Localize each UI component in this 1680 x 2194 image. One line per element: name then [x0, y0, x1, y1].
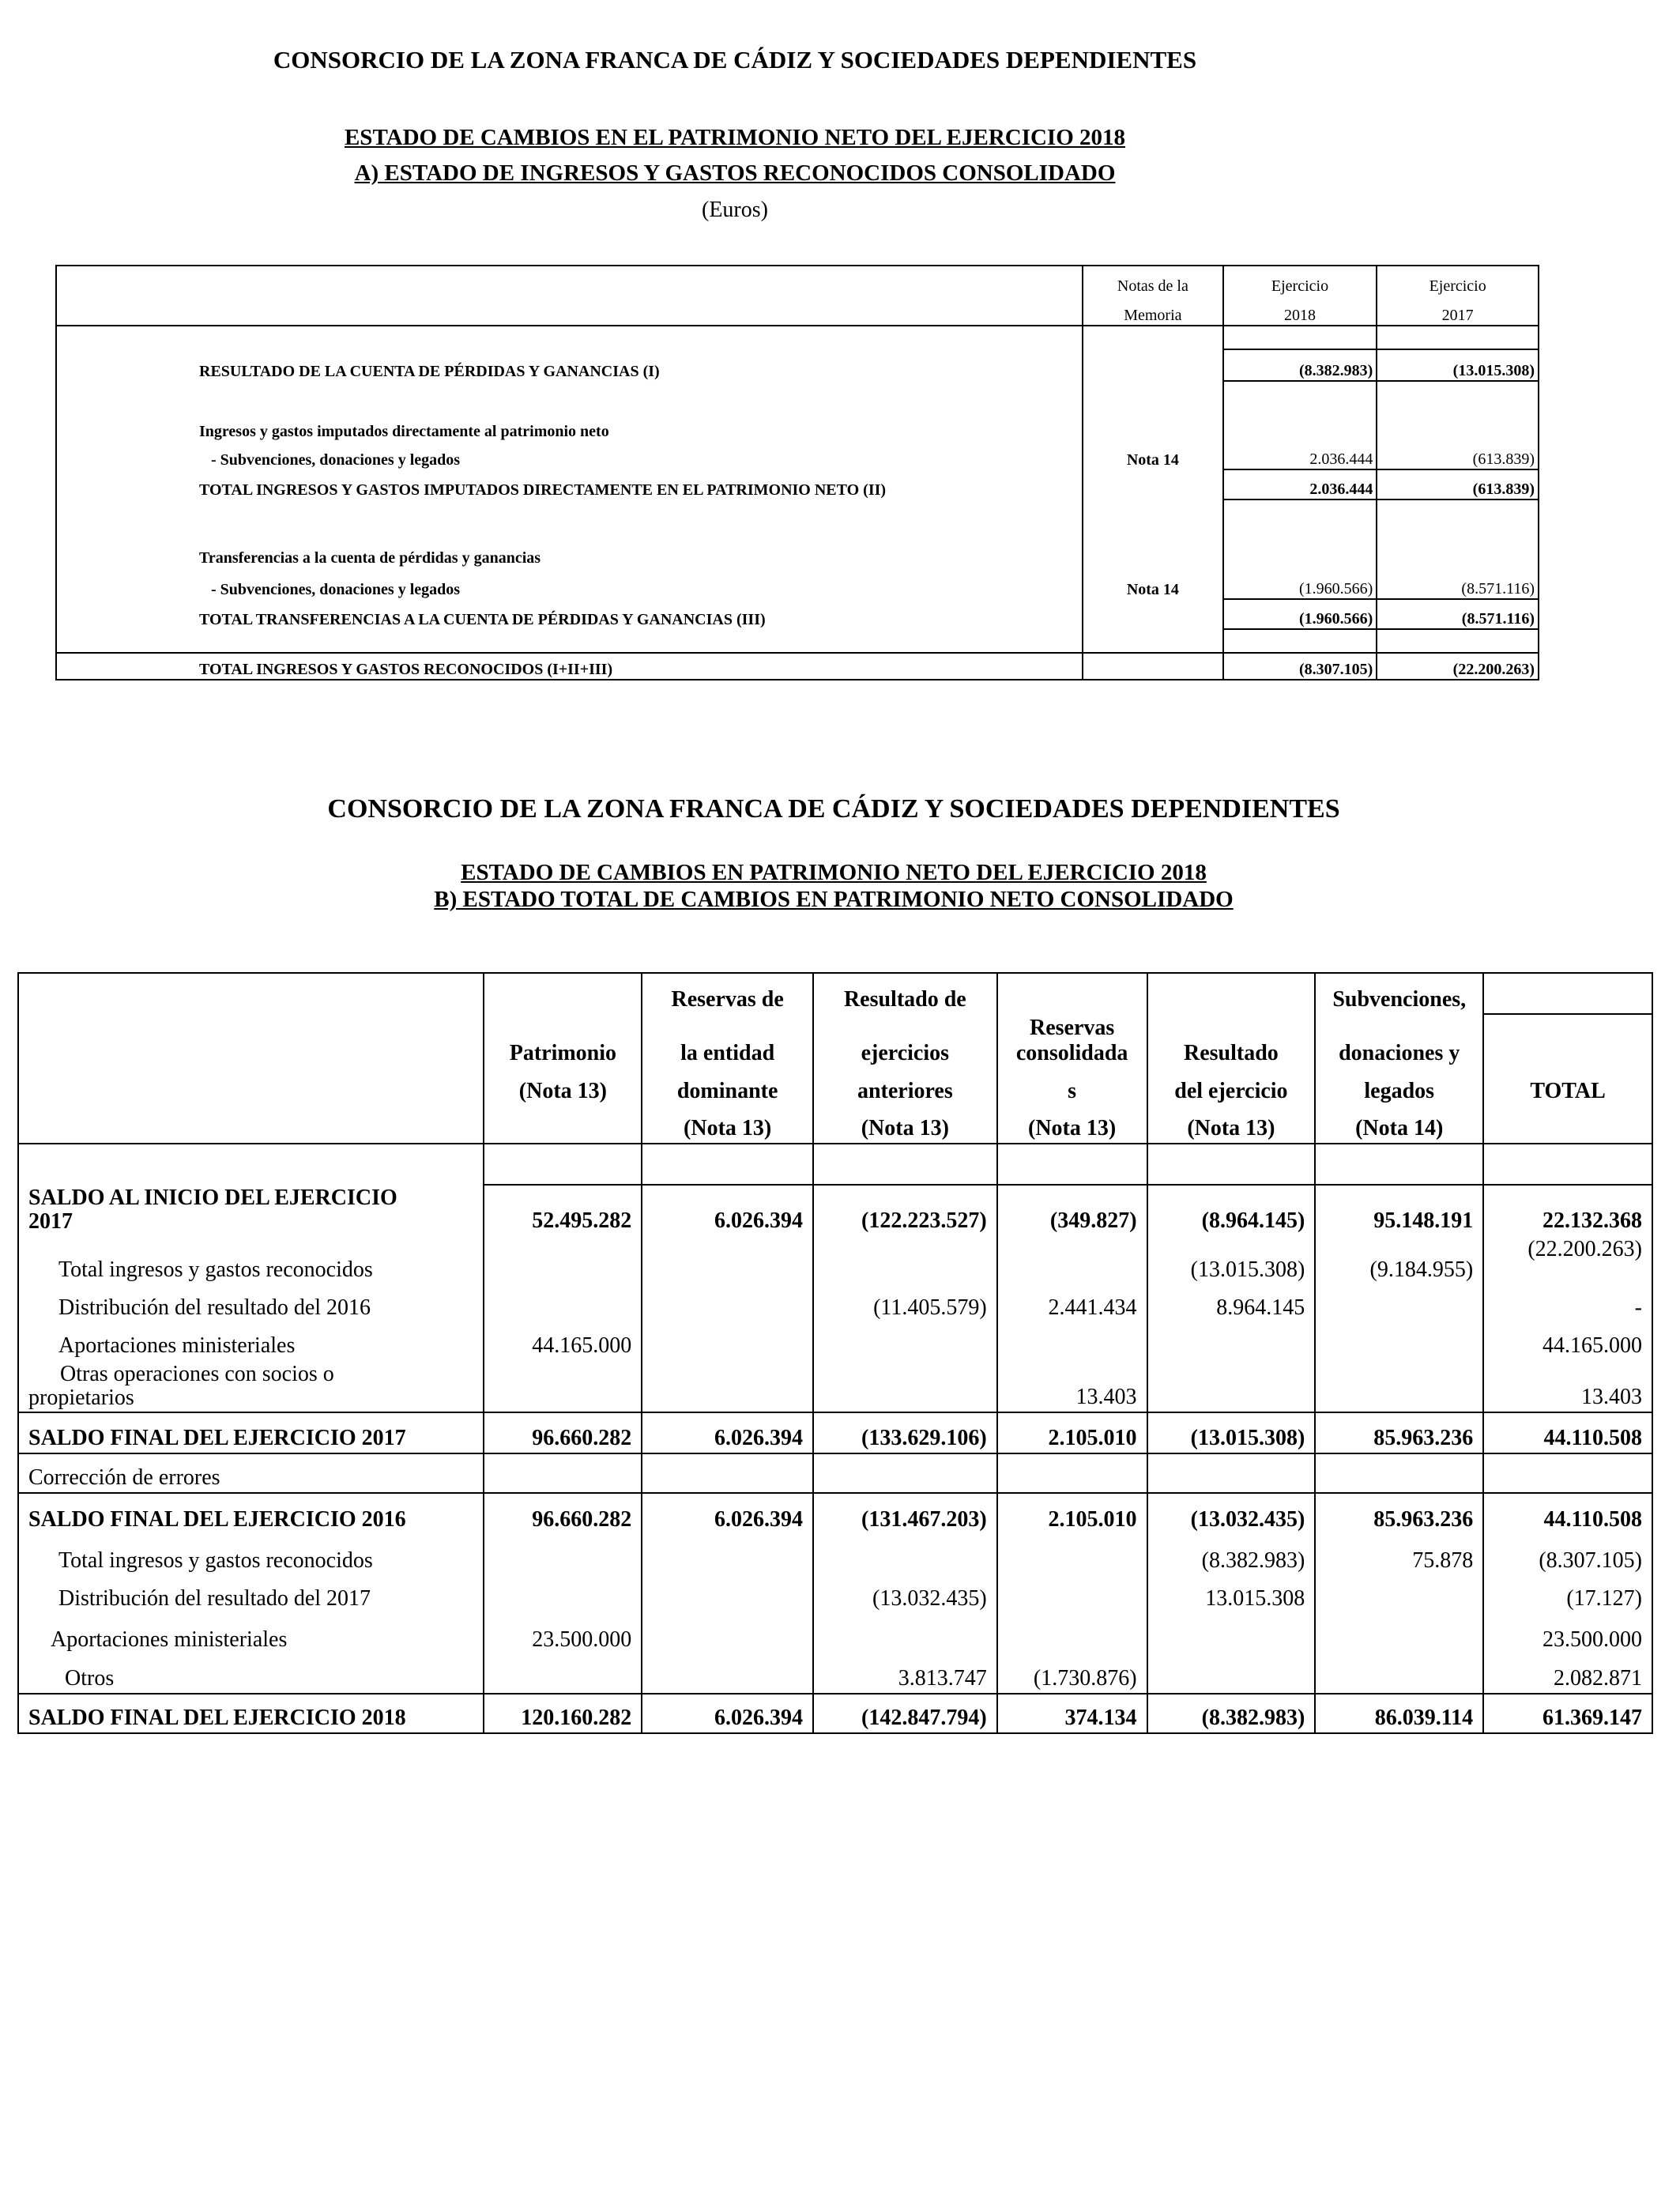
- total-ingresos-2018-col-2: [642, 1534, 813, 1575]
- table-row: [56, 653, 1539, 680]
- saldo-final-2016-col-6: 85.963.236: [1315, 1493, 1483, 1534]
- transfer-total-2017: (8.571.116): [1377, 599, 1539, 629]
- saldo-final-2016-col-4: 2.105.010: [997, 1493, 1147, 1534]
- distribucion-2016-col-2: [642, 1284, 813, 1322]
- total-ingresos-2018-col-1: [484, 1534, 642, 1575]
- saldo-inicio-2017-col-6: 95.148.191: [1315, 1185, 1483, 1235]
- col-subvenciones-h1: Subvenciones,: [1315, 973, 1483, 1014]
- aportaciones-2017-label: Aportaciones ministeriales: [58, 1333, 296, 1358]
- units-label: (Euros): [702, 198, 768, 222]
- company-title-b: CONSORCIO DE LA ZONA FRANCA DE CÁDIZ Y SOCIEDADES DEPENDIENTES: [327, 794, 1340, 824]
- col-reservas-cons-h3: s: [997, 1068, 1147, 1106]
- col-reservas-dom-h1: Reservas de: [642, 973, 813, 1014]
- total-ingresos-2017-col-3: [813, 1235, 997, 1284]
- aportaciones-2017-col-2: [642, 1322, 813, 1360]
- distribucion-2017-col-1: [484, 1575, 642, 1613]
- aportaciones-2018-col-3: [813, 1613, 997, 1654]
- total-ingresos-2017-col-4: [997, 1235, 1147, 1284]
- saldo-final-2016-label: SALDO FINAL DEL EJERCICIO 2016: [28, 1507, 406, 1532]
- saldo-final-2016-col-1: 96.660.282: [484, 1493, 642, 1534]
- table-row: [18, 1185, 1652, 1235]
- col-resultado-ej-h1: [1147, 973, 1316, 1014]
- otras-operaciones-col-7: 13.403: [1483, 1360, 1652, 1412]
- transfer-total-label: TOTAL TRANSFERENCIAS A LA CUENTA DE PÉRDIDAS Y GANANCIAS (III): [56, 599, 1083, 629]
- saldo-final-2017-col-2: 6.026.394: [642, 1412, 813, 1453]
- aportaciones-2018-col-4: [997, 1613, 1147, 1654]
- otros-col-1: [484, 1654, 642, 1694]
- table-row: [18, 1493, 1652, 1534]
- saldo-final-2018-col-7: 61.369.147: [1483, 1694, 1652, 1733]
- income-expense-table: [55, 265, 1539, 680]
- aportaciones-2017-col-1: 44.165.000: [484, 1322, 642, 1360]
- total-ingresos-2018-col-3: [813, 1534, 997, 1575]
- aportaciones-2018-col-5: [1147, 1613, 1316, 1654]
- distribucion-2017-col-7: (17.127): [1483, 1575, 1652, 1613]
- table-row: [18, 1694, 1652, 1733]
- saldo-inicio-2017-label-2: 2017: [28, 1209, 73, 1234]
- total-ingresos-2017-col-7: (22.200.263): [1483, 1235, 1652, 1284]
- distribucion-2016-col-1: [484, 1284, 642, 1322]
- transfer-heading: Transferencias a la cuenta de pérdidas y ganancias: [56, 541, 1083, 567]
- saldo-final-2018-col-6: 86.039.114: [1315, 1694, 1483, 1733]
- saldo-final-2018-col-3: (142.847.794): [813, 1694, 997, 1733]
- otros-col-7: 2.082.871: [1483, 1654, 1652, 1694]
- correccion-col-6: [1315, 1453, 1483, 1493]
- otras-operaciones-col-5: [1147, 1360, 1316, 1412]
- col-resultado-ej-h2: Resultado: [1147, 1014, 1316, 1068]
- aportaciones-2018-col-7: 23.500.000: [1483, 1613, 1652, 1654]
- saldo-final-2017-col-6: 85.963.236: [1315, 1412, 1483, 1453]
- aportaciones-2017-col-6: [1315, 1322, 1483, 1360]
- otros-col-5: [1147, 1654, 1316, 1694]
- table-row: [18, 1412, 1652, 1453]
- col-patrimonio-h3: (Nota 13): [484, 1068, 642, 1106]
- saldo-final-2017-col-4: 2.105.010: [997, 1412, 1147, 1453]
- table-row: [56, 599, 1539, 629]
- saldo-final-2016-col-7: 44.110.508: [1483, 1493, 1652, 1534]
- saldo-final-2017-col-1: 96.660.282: [484, 1412, 642, 1453]
- col-patrimonio-h4: [484, 1106, 642, 1144]
- otras-operaciones-label-2: propietarios: [28, 1385, 134, 1410]
- aportaciones-2017-col-4: [997, 1322, 1147, 1360]
- correccion-col-5: [1147, 1453, 1316, 1493]
- saldo-final-2016-col-2: 6.026.394: [642, 1493, 813, 1534]
- table-row: [56, 441, 1539, 469]
- correccion-col-7: [1483, 1453, 1652, 1493]
- table-row: [18, 1534, 1652, 1575]
- table-row: [56, 469, 1539, 499]
- distribucion-2017-col-6: [1315, 1575, 1483, 1613]
- statement-title-a: ESTADO DE CAMBIOS EN EL PATRIMONIO NETO DEL EJERCICIO 2018: [344, 125, 1126, 150]
- saldo-inicio-2017-col-1: 52.495.282: [484, 1185, 642, 1235]
- ingresos-sub-2017: (613.839): [1377, 441, 1539, 469]
- col-subvenciones-h2: donaciones y: [1315, 1014, 1483, 1068]
- col-2018-header: Ejercicio: [1223, 266, 1377, 296]
- saldo-inicio-2017-col-5: (8.964.145): [1147, 1185, 1316, 1235]
- otros-label: Otros: [65, 1666, 115, 1691]
- saldo-final-2018-label: SALDO FINAL DEL EJERCICIO 2018: [28, 1706, 406, 1730]
- total-ingresos-2018-col-6: 75.878: [1315, 1534, 1483, 1575]
- transfer-sub-2018: (1.960.566): [1223, 567, 1377, 599]
- col-resultado-ant-h4: (Nota 13): [813, 1106, 997, 1144]
- total-ingresos-2017-col-5: (13.015.308): [1147, 1235, 1316, 1284]
- saldo-final-2018-col-2: 6.026.394: [642, 1694, 813, 1733]
- saldo-inicio-2017-col-2: 6.026.394: [642, 1185, 813, 1235]
- transfer-sub-2017: (8.571.116): [1377, 567, 1539, 599]
- col-patrimonio-h2: Patrimonio: [484, 1014, 642, 1068]
- total-ingresos-2017-label: Total ingresos y gastos reconocidos: [58, 1257, 373, 1282]
- ingresos-total-2017: (613.839): [1377, 469, 1539, 499]
- distribucion-2016-col-5: 8.964.145: [1147, 1284, 1316, 1322]
- col-2018-header-2: 2018: [1223, 296, 1377, 326]
- otras-operaciones-label-1: Otras operaciones con socios o: [60, 1362, 334, 1386]
- saldo-final-2017-label: SALDO FINAL DEL EJERCICIO 2017: [28, 1426, 406, 1450]
- correccion-col-4: [997, 1453, 1147, 1493]
- correccion-col-2: [642, 1453, 813, 1493]
- total-ingresos-2017-col-6: (9.184.955): [1315, 1235, 1483, 1284]
- saldo-final-2016-col-3: (131.467.203): [813, 1493, 997, 1534]
- col-notes-header-2: Memoria: [1083, 296, 1223, 326]
- table-row: [18, 1613, 1652, 1654]
- grand-total-label: TOTAL INGRESOS Y GASTOS RECONOCIDOS (I+II+III): [56, 653, 1083, 680]
- table-row: [18, 1322, 1652, 1360]
- col-total-h4: [1483, 1106, 1652, 1144]
- otros-col-2: [642, 1654, 813, 1694]
- section-title-b: B) ESTADO TOTAL DE CAMBIOS EN PATRIMONIO NETO CONSOLIDADO: [434, 887, 1234, 912]
- table-row: [56, 567, 1539, 599]
- otros-col-6: [1315, 1654, 1483, 1694]
- saldo-final-2016-col-5: (13.032.435): [1147, 1493, 1316, 1534]
- grand-total-2017: (22.200.263): [1377, 653, 1539, 680]
- ingresos-total-2018: 2.036.444: [1223, 469, 1377, 499]
- distribucion-2016-label: Distribución del resultado del 2016: [58, 1295, 371, 1320]
- ingresos-sub-label: - Subvenciones, donaciones y legados: [56, 441, 1083, 469]
- saldo-inicio-2017-col-4: (349.827): [997, 1185, 1147, 1235]
- resultado-label: RESULTADO DE LA CUENTA DE PÉRDIDAS Y GANANCIAS (I): [56, 349, 1083, 381]
- table-row: [18, 1235, 1652, 1284]
- distribucion-2016-col-3: (11.405.579): [813, 1284, 997, 1322]
- otras-operaciones-col-3: [813, 1360, 997, 1412]
- total-ingresos-2018-col-4: [997, 1534, 1147, 1575]
- col-resultado-ant-h3: anteriores: [813, 1068, 997, 1106]
- col-total-h3: TOTAL: [1483, 1068, 1652, 1106]
- table-row: [18, 1284, 1652, 1322]
- total-ingresos-2018-col-5: (8.382.983): [1147, 1534, 1316, 1575]
- ingresos-heading: Ingresos y gastos imputados directamente al patrimonio neto: [56, 409, 1083, 441]
- table-row: [56, 349, 1539, 381]
- col-resultado-ej-h4: (Nota 13): [1147, 1106, 1316, 1144]
- col-notes-header: Notas de la: [1083, 266, 1223, 296]
- col-2017-header-2: 2017: [1377, 296, 1539, 326]
- saldo-inicio-2017-label-1: SALDO AL INICIO DEL EJERCICIO: [28, 1186, 397, 1210]
- otras-operaciones-col-4: 13.403: [997, 1360, 1147, 1412]
- distribucion-2017-col-5: 13.015.308: [1147, 1575, 1316, 1613]
- col-resultado-ant-h1: Resultado de: [813, 973, 997, 1014]
- distribucion-2016-col-7: -: [1483, 1284, 1652, 1322]
- aportaciones-2017-col-5: [1147, 1322, 1316, 1360]
- col-reservas-dom-h4: (Nota 13): [642, 1106, 813, 1144]
- otras-operaciones-label: [18, 1360, 484, 1412]
- aportaciones-2017-col-3: [813, 1322, 997, 1360]
- table-row: [18, 1575, 1652, 1613]
- col-resultado-ant-h2: ejercicios: [813, 1014, 997, 1068]
- saldo-final-2017-col-7: 44.110.508: [1483, 1412, 1652, 1453]
- col-reservas-dom-h2: la entidad: [642, 1014, 813, 1068]
- col-reservas-cons-h1: [997, 973, 1147, 1014]
- col-total-h2: [1483, 1014, 1652, 1068]
- saldo-inicio-2017-col-7: 22.132.368: [1483, 1185, 1652, 1235]
- aportaciones-2018-col-1: 23.500.000: [484, 1613, 642, 1654]
- total-ingresos-2018-col-7: (8.307.105): [1483, 1534, 1652, 1575]
- transfer-sub-label: - Subvenciones, donaciones y legados: [56, 567, 1083, 599]
- otras-operaciones-col-6: [1315, 1360, 1483, 1412]
- saldo-final-2017-col-3: (133.629.106): [813, 1412, 997, 1453]
- correccion-label: Corrección de errores: [28, 1465, 220, 1490]
- resultado-2017: (13.015.308): [1377, 349, 1539, 381]
- col-patrimonio-h1: [484, 973, 642, 1014]
- col-subvenciones-h3: legados: [1315, 1068, 1483, 1106]
- otras-operaciones-col-2: [642, 1360, 813, 1412]
- col-subvenciones-h4: (Nota 14): [1315, 1106, 1483, 1144]
- transfer-sub-note: Nota 14: [1083, 567, 1223, 599]
- col-total-h1: [1483, 973, 1652, 1014]
- table-row: [18, 1360, 1652, 1412]
- aportaciones-2018-label: Aportaciones ministeriales: [51, 1627, 288, 1652]
- total-ingresos-2018-label: Total ingresos y gastos reconocidos: [58, 1548, 373, 1573]
- total-ingresos-2017-col-2: [642, 1235, 813, 1284]
- section-title-a: A) ESTADO DE INGRESOS Y GASTOS RECONOCIDOS CONSOLIDADO: [354, 160, 1116, 186]
- ingresos-total-label: TOTAL INGRESOS Y GASTOS IMPUTADOS DIRECTAMENTE EN EL PATRIMONIO NETO (II): [56, 469, 1083, 499]
- col-reservas-dom-h3: dominante: [642, 1068, 813, 1106]
- distribucion-2016-col-6: [1315, 1284, 1483, 1322]
- col-reservas-cons-h2: Reservas consolidada: [997, 1014, 1147, 1068]
- distribucion-2017-col-4: [997, 1575, 1147, 1613]
- saldo-final-2018-col-5: (8.382.983): [1147, 1694, 1316, 1733]
- resultado-2018: (8.382.983): [1223, 349, 1377, 381]
- table-row: [18, 1654, 1652, 1694]
- saldo-final-2017-col-5: (13.015.308): [1147, 1412, 1316, 1453]
- transfer-total-2018: (1.960.566): [1223, 599, 1377, 629]
- col-reservas-cons-h4: (Nota 13): [997, 1106, 1147, 1144]
- distribucion-2017-col-2: [642, 1575, 813, 1613]
- saldo-final-2018-col-1: 120.160.282: [484, 1694, 642, 1733]
- col-2017-header: Ejercicio: [1377, 266, 1539, 296]
- ingresos-sub-note: Nota 14: [1083, 441, 1223, 469]
- otros-col-4: (1.730.876): [997, 1654, 1147, 1694]
- correccion-col-3: [813, 1453, 997, 1493]
- aportaciones-2018-col-2: [642, 1613, 813, 1654]
- total-ingresos-2017-col-1: [484, 1235, 642, 1284]
- correccion-col-1: [484, 1453, 642, 1493]
- saldo-inicio-2017-col-3: (122.223.527): [813, 1185, 997, 1235]
- company-title-a: CONSORCIO DE LA ZONA FRANCA DE CÁDIZ Y SOCIEDADES DEPENDIENTES: [273, 46, 1197, 74]
- ingresos-sub-2018: 2.036.444: [1223, 441, 1377, 469]
- otras-operaciones-col-1: [484, 1360, 642, 1412]
- distribucion-2016-col-4: 2.441.434: [997, 1284, 1147, 1322]
- distribucion-2017-label: Distribución del resultado del 2017: [58, 1586, 371, 1611]
- grand-total-2018: (8.307.105): [1223, 653, 1377, 680]
- saldo-final-2018-col-4: 374.134: [997, 1694, 1147, 1733]
- equity-changes-table: [17, 972, 1653, 1734]
- aportaciones-2017-col-7: 44.165.000: [1483, 1322, 1652, 1360]
- table-row: [18, 1453, 1652, 1493]
- statement-title-b: ESTADO DE CAMBIOS EN PATRIMONIO NETO DEL EJERCICIO 2018: [461, 860, 1207, 885]
- col-resultado-ej-h3: del ejercicio: [1147, 1068, 1316, 1106]
- saldo-inicio-2017-label: [18, 1185, 484, 1235]
- distribucion-2017-col-3: (13.032.435): [813, 1575, 997, 1613]
- aportaciones-2018-col-6: [1315, 1613, 1483, 1654]
- otros-col-3: 3.813.747: [813, 1654, 997, 1694]
